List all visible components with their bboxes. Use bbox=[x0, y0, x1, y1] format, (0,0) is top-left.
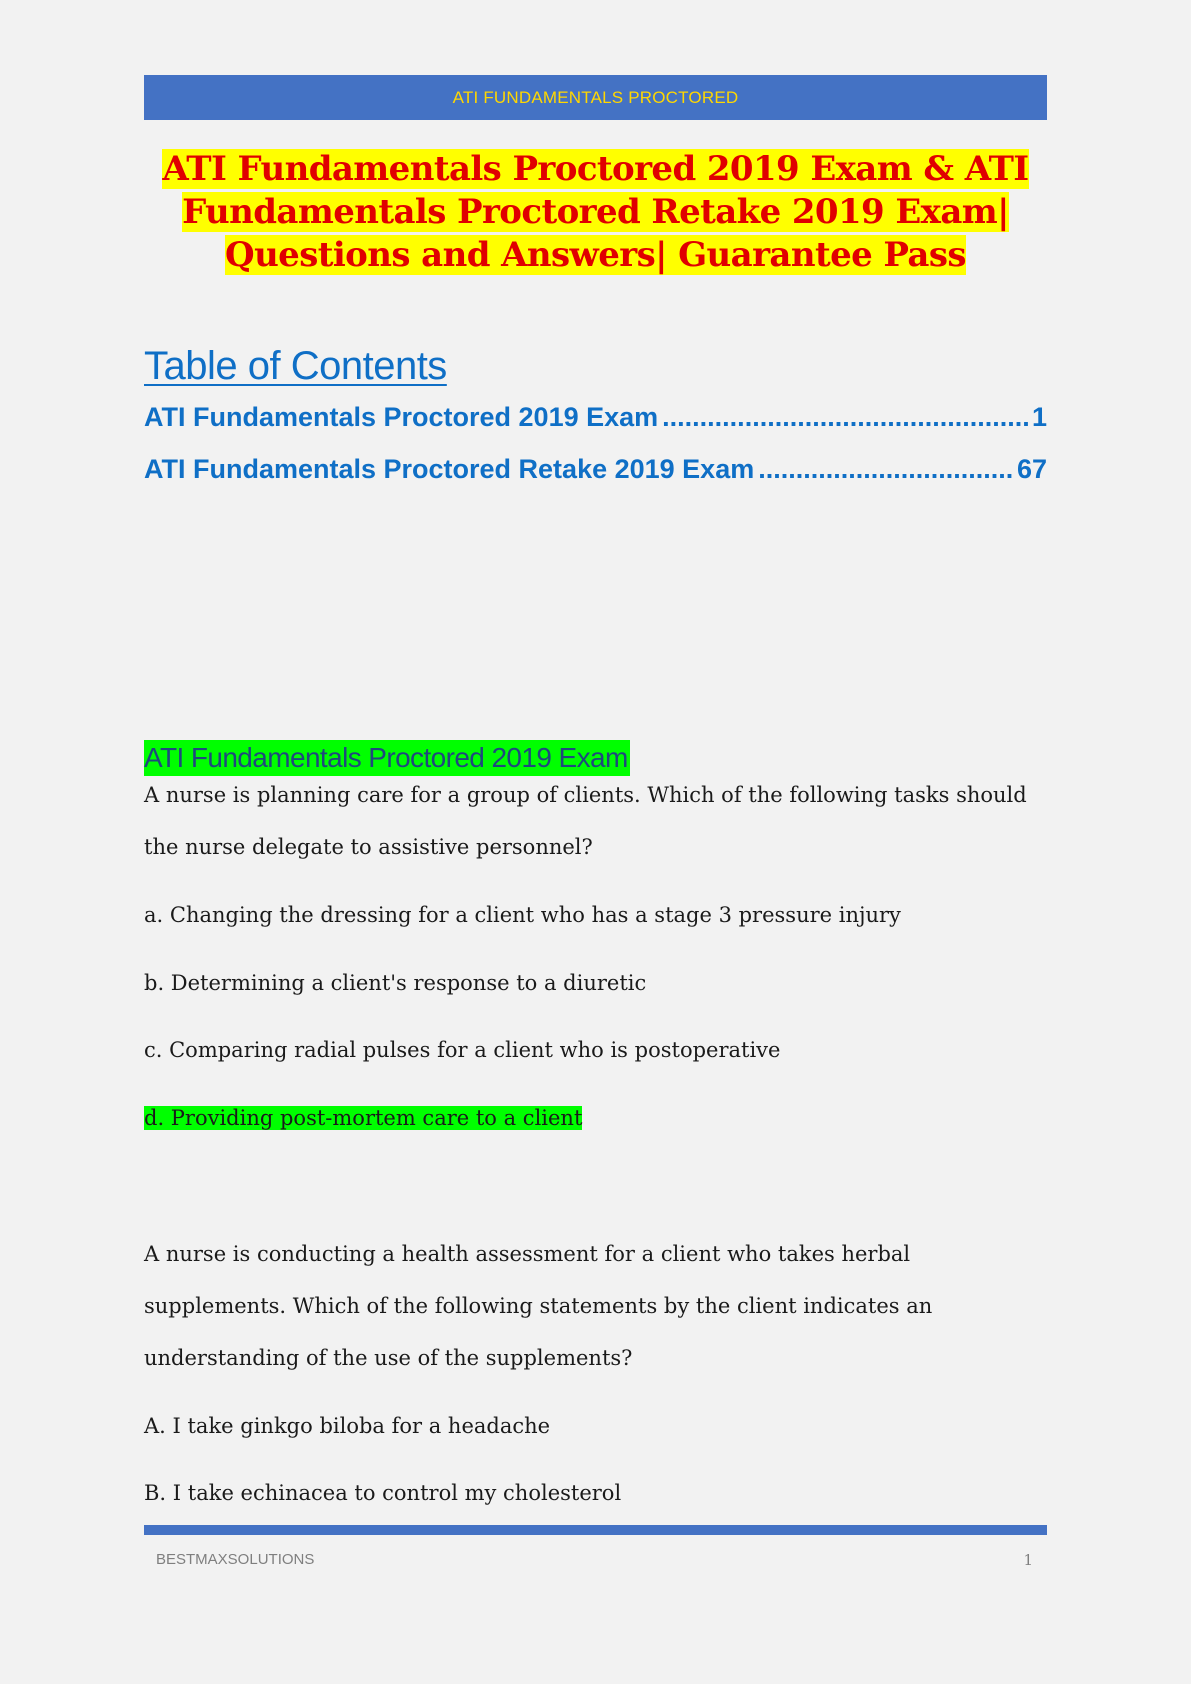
document-title-line-1: ATI Fundamentals Proctored 2019 Exam & ATI bbox=[162, 149, 1029, 189]
correct-answer-highlight: d. Providing post-mortem care to a client bbox=[144, 1106, 583, 1130]
document-title-line-3: Questions and Answers| Guarantee Pass bbox=[225, 235, 966, 275]
document-title bbox=[144, 148, 1047, 277]
toc-entry-label[interactable]: ATI Fundamentals Proctored Retake 2019 Exam bbox=[144, 454, 755, 484]
question-text: A nurse is conducting a health assessment for a client who takes herbal supplements. Which of the following statements by the client indicates an understanding of the use of the supplements? bbox=[144, 1242, 933, 1370]
toc-leader-dots bbox=[662, 402, 1028, 433]
footer-rule bbox=[144, 1525, 1047, 1535]
toc-leader-dots bbox=[758, 454, 1013, 485]
document-title-line-2: Fundamentals Proctored Retake 2019 Exam| bbox=[182, 192, 1009, 232]
page-header-bar bbox=[144, 75, 1047, 120]
footer-company: BESTMAXSOLUTIONS bbox=[156, 1551, 315, 1568]
question-text: A nurse is planning care for a group of clients. Which of the following tasks should the nurse delegate to assistive personnel? bbox=[144, 783, 1027, 859]
answer-option: B. I take echinacea to control my cholesterol bbox=[144, 1481, 622, 1505]
header-title: ATI FUNDAMENTALS PROCTORED bbox=[452, 87, 739, 107]
toc-entry-page[interactable]: 67 bbox=[1016, 454, 1047, 484]
answer-option: c. Comparing radial pulses for a client who is postoperative bbox=[144, 1038, 781, 1062]
toc-entry[interactable] bbox=[144, 402, 1047, 433]
section-heading: ATI Fundamentals Proctored 2019 Exam bbox=[144, 740, 630, 776]
answer-option: b. Determining a client's response to a diuretic bbox=[144, 971, 647, 995]
toc-heading: Table of Contents bbox=[144, 344, 447, 388]
toc-entry[interactable] bbox=[144, 454, 1047, 485]
answer-option: a. Changing the dressing for a client who has a stage 3 pressure injury bbox=[144, 903, 901, 927]
answer-option: A. I take ginkgo biloba for a headache bbox=[144, 1414, 551, 1438]
toc-entry-page[interactable]: 1 bbox=[1031, 402, 1047, 432]
correct-answer-option bbox=[144, 1103, 582, 1133]
toc-entry-label[interactable]: ATI Fundamentals Proctored 2019 Exam bbox=[144, 402, 659, 432]
footer-page-number: 1 bbox=[1023, 1551, 1033, 1569]
